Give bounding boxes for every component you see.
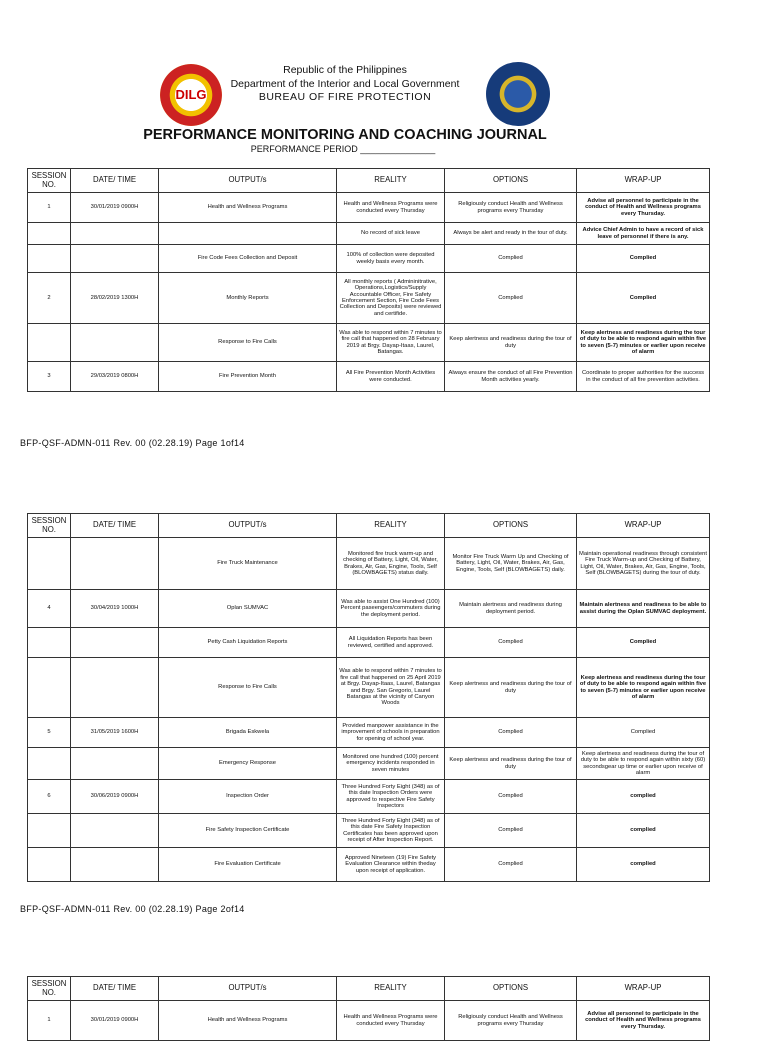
header-department: Department of the Interior and Local Government bbox=[230, 78, 460, 90]
header-wrap-up: WRAP-UP bbox=[577, 169, 710, 193]
cell-output: Fire Prevention Month bbox=[159, 362, 337, 392]
cell-wrap-up: Complied bbox=[577, 273, 710, 324]
table-header-row bbox=[28, 514, 710, 538]
cell-session-no bbox=[28, 324, 71, 362]
cell-options: Keep alertness and readiness during the tour of duty bbox=[445, 658, 577, 718]
table-row bbox=[28, 748, 710, 780]
dilg-logo-text: DILG bbox=[175, 87, 207, 102]
table-row bbox=[28, 718, 710, 748]
table-header-row bbox=[28, 977, 710, 1001]
cell-session-no bbox=[28, 814, 71, 848]
cell-date-time bbox=[71, 848, 159, 882]
journal-title: PERFORMANCE MONITORING AND COACHING JOURNAL bbox=[143, 127, 547, 143]
cell-wrap-up: Keep alertness and readiness during the tour of duty to be able to respond again within sixty (60) secondsgear up time or earlier upon receive of alarm bbox=[577, 748, 710, 780]
cell-date-time: 30/06/2019 0900H bbox=[71, 780, 159, 814]
header-republic: Republic of the Philippines bbox=[283, 64, 407, 76]
cell-session-no bbox=[28, 245, 71, 273]
cell-date-time: 29/03/2019 0800H bbox=[71, 362, 159, 392]
header-output: OUTPUT/s bbox=[159, 514, 337, 538]
cell-date-time bbox=[71, 223, 159, 245]
table-row bbox=[28, 223, 710, 245]
header-options: OPTIONS bbox=[445, 169, 577, 193]
cell-options: Complied bbox=[445, 848, 577, 882]
cell-options: Always be alert and ready in the tour of duty. bbox=[445, 223, 577, 245]
cell-output: Response to Fire Calls bbox=[159, 324, 337, 362]
cell-options: Monitor Fire Truck Warm Up and Checking of Battery, Light, Oil, Water, Brakes, Air, Gas, Engine, Tools, Self (BLOWBAGETS) daily. bbox=[445, 538, 577, 590]
cell-date-time bbox=[71, 324, 159, 362]
cell-reality: Was able to respond within 7 minutes to fire call that happened on 25 April 2019 at Brgy. Dayap-Itaas, Laurel, Batangas and Brgy. San Gregorio, Laurel Batangas at the vicinity of Canyon Woods bbox=[337, 658, 445, 718]
cell-reality: Was able to respond within 7 minutes to fire call that happened on 28 February 2019 at Brgy. Dayap-Itaas, Laurel, Batangas. bbox=[337, 324, 445, 362]
table-row bbox=[28, 324, 710, 362]
cell-wrap-up: Advise all personnel to participate in the conduct of Health and Wellness programs every Thursday. bbox=[577, 193, 710, 223]
cell-session-no bbox=[28, 748, 71, 780]
cell-session-no: 6 bbox=[28, 780, 71, 814]
cell-options: Maintain alertness and readiness during deployment period. bbox=[445, 590, 577, 628]
cell-output: Brigada Eskwela bbox=[159, 718, 337, 748]
header-session-no: SESSION NO. bbox=[28, 977, 71, 1001]
cell-wrap-up: Complied bbox=[577, 718, 710, 748]
cell-output: Emergency Response bbox=[159, 748, 337, 780]
header-output: OUTPUT/s bbox=[159, 169, 337, 193]
cell-options: Complied bbox=[445, 273, 577, 324]
cell-options: Complied bbox=[445, 780, 577, 814]
cell-output: Health and Wellness Programs bbox=[159, 1001, 337, 1041]
journal-table-page2 bbox=[27, 513, 710, 882]
cell-session-no: 3 bbox=[28, 362, 71, 392]
header-reality: REALITY bbox=[337, 977, 445, 1001]
cell-options: Always ensure the conduct of all Fire Prevention Month activities yearly. bbox=[445, 362, 577, 392]
cell-wrap-up: Maintain alertness and readiness to be able to assist during the Oplan SUMVAC deployment. bbox=[577, 590, 710, 628]
cell-wrap-up: Keep alertness and readiness during the tour of duty to be able to respond again within five to seven (5-7) minutes or earlier upon receive of alarm bbox=[577, 324, 710, 362]
cell-output: Fire Truck Maintenance bbox=[159, 538, 337, 590]
table-row bbox=[28, 273, 710, 324]
table-header-row bbox=[28, 169, 710, 193]
form-code-page2: BFP-QSF-ADMN-011 Rev. 00 (02.28.19) Page 2of14 bbox=[20, 904, 245, 914]
cell-options: Complied bbox=[445, 628, 577, 658]
cell-session-no: 2 bbox=[28, 273, 71, 324]
cell-options: Keep alertness and readiness during the tour of duty bbox=[445, 748, 577, 780]
cell-wrap-up: Complied bbox=[577, 628, 710, 658]
cell-options: Complied bbox=[445, 245, 577, 273]
cell-reality: All Liquidation Reports has been reviewed, certified and approved. bbox=[337, 628, 445, 658]
table-row bbox=[28, 193, 710, 223]
cell-date-time bbox=[71, 538, 159, 590]
cell-reality: Monitored one hundred (100) percent emergency incidents responded in seven minutes bbox=[337, 748, 445, 780]
cell-options: Religiously conduct Health and Wellness programs every Thursday bbox=[445, 1001, 577, 1041]
cell-output bbox=[159, 223, 337, 245]
cell-reality: Three Hundred Forty Eight (348) as of this date Fire Safety Inspection Certificates has been approved upon receipt of After Inspection Report. bbox=[337, 814, 445, 848]
cell-date-time: 28/02/2019 1300H bbox=[71, 273, 159, 324]
cell-options: Complied bbox=[445, 718, 577, 748]
cell-session-no bbox=[28, 848, 71, 882]
header-bureau: BUREAU OF FIRE PROTECTION bbox=[258, 91, 432, 103]
cell-options: Religiously conduct Health and Wellness programs every Thursday bbox=[445, 193, 577, 223]
cell-wrap-up: Complied bbox=[577, 245, 710, 273]
cell-wrap-up: Keep alertness and readiness during the tour of duty to be able to respond again within five to seven (5-7) minutes or earlier upon receive of alarm bbox=[577, 658, 710, 718]
cell-reality: Was able to assist One Hundred (100) Percent paseengers/commuters during the deployment period. bbox=[337, 590, 445, 628]
cell-wrap-up: Maintain operational readiness through consistent Fire Truck Warm-up and Checking of Battery, Light, Oil, Water, Brakes, Air, Gas, Engine, Tools, Self (BLOWBAGETS) during the tour of duty. bbox=[577, 538, 710, 590]
cell-options: Complied bbox=[445, 814, 577, 848]
cell-date-time: 30/01/2019 0900H bbox=[71, 193, 159, 223]
cell-wrap-up: complied bbox=[577, 848, 710, 882]
cell-reality: No record of sick leave bbox=[337, 223, 445, 245]
cell-reality: Health and Wellness Programs were conducted every Thursday bbox=[337, 1001, 445, 1041]
cell-output: Monthly Reports bbox=[159, 273, 337, 324]
table-row bbox=[28, 780, 710, 814]
cell-wrap-up: complied bbox=[577, 780, 710, 814]
cell-output: Fire Safety Inspection Certificate bbox=[159, 814, 337, 848]
table-row bbox=[28, 590, 710, 628]
cell-date-time: 30/04/2019 1000H bbox=[71, 590, 159, 628]
cell-output: Response to Fire Calls bbox=[159, 658, 337, 718]
cell-reality: Approved Nineteen (19) Fire Safety Evaluation Clearance within theday upon receipt of application. bbox=[337, 848, 445, 882]
header-output: OUTPUT/s bbox=[159, 977, 337, 1001]
table-row bbox=[28, 1001, 710, 1041]
table-row bbox=[28, 814, 710, 848]
cell-output: Fire Code Fees Collection and Deposit bbox=[159, 245, 337, 273]
form-code-page1: BFP-QSF-ADMN-011 Rev. 00 (02.28.19) Page 1of14 bbox=[20, 438, 245, 448]
cell-session-no: 1 bbox=[28, 1001, 71, 1041]
cell-date-time: 30/01/2019 0900H bbox=[71, 1001, 159, 1041]
cell-session-no bbox=[28, 658, 71, 718]
cell-wrap-up: Coordinate to proper authorities for the success in the conduct of all fire prevention activities. bbox=[577, 362, 710, 392]
cell-reality: All Fire Prevention Month Activities were conducted. bbox=[337, 362, 445, 392]
cell-session-no: 1 bbox=[28, 193, 71, 223]
cell-session-no: 5 bbox=[28, 718, 71, 748]
header-session-no: SESSION NO. bbox=[28, 169, 71, 193]
cell-session-no bbox=[28, 628, 71, 658]
cell-session-no bbox=[28, 538, 71, 590]
cell-wrap-up: Advice Chief Admin to have a record of sick leave of personnel if there is any. bbox=[577, 223, 710, 245]
header-options: OPTIONS bbox=[445, 977, 577, 1001]
header-reality: REALITY bbox=[337, 169, 445, 193]
cell-output: Inspection Order bbox=[159, 780, 337, 814]
cell-session-no: 4 bbox=[28, 590, 71, 628]
header-date-time: DATE/ TIME bbox=[71, 514, 159, 538]
header-wrap-up: WRAP-UP bbox=[577, 977, 710, 1001]
header-session-no: SESSION NO. bbox=[28, 514, 71, 538]
cell-reality: Health and Wellness Programs were conducted every Thursday bbox=[337, 193, 445, 223]
cell-output: Fire Evaluation Certificate bbox=[159, 848, 337, 882]
table-row bbox=[28, 362, 710, 392]
table-row bbox=[28, 658, 710, 718]
cell-date-time bbox=[71, 748, 159, 780]
cell-date-time bbox=[71, 814, 159, 848]
cell-date-time bbox=[71, 658, 159, 718]
header-options: OPTIONS bbox=[445, 514, 577, 538]
cell-output: Petty Cash Liquidation Reports bbox=[159, 628, 337, 658]
header-date-time: DATE/ TIME bbox=[71, 169, 159, 193]
header-reality: REALITY bbox=[337, 514, 445, 538]
header-wrap-up: WRAP-UP bbox=[577, 514, 710, 538]
cell-date-time bbox=[71, 628, 159, 658]
table-row bbox=[28, 538, 710, 590]
cell-wrap-up: complied bbox=[577, 814, 710, 848]
cell-session-no bbox=[28, 223, 71, 245]
performance-period: PERFORMANCE PERIOD _______________ bbox=[250, 144, 436, 154]
cell-output: Health and Wellness Programs bbox=[159, 193, 337, 223]
cell-reality: Monitored fire truck warm-up and checking of Battery, Light, Oil, Water, Brakes, Air, Gas, Engine, Tools, Self (BLOWBAGETS) status daily. bbox=[337, 538, 445, 590]
header-date-time: DATE/ TIME bbox=[71, 977, 159, 1001]
cell-reality: All monthly reports ( Admininitrative, Operations,Logistics/Supply Accountable Officer, Fire Safety Enforcement Section, Fire Code Fees Collection and Deposits) were reviewed and certifide. bbox=[337, 273, 445, 324]
cell-date-time: 31/05/2019 1600H bbox=[71, 718, 159, 748]
table-row bbox=[28, 245, 710, 273]
cell-wrap-up: Advise all personnel to participate in the conduct of Health and Wellness programs every Thursday. bbox=[577, 1001, 710, 1041]
cell-reality: Provided manpower assistance in the improvement of schools in preparation for opening of school year. bbox=[337, 718, 445, 748]
cell-date-time bbox=[71, 245, 159, 273]
journal-table-page3 bbox=[27, 976, 710, 1041]
cell-reality: 100% of collection were deposited weekly basis every month. bbox=[337, 245, 445, 273]
cell-reality: Three Hundred Forty Eight (348) as of this date Inspection Orders were approved to respective Fire Safety Inspectors bbox=[337, 780, 445, 814]
table-row bbox=[28, 628, 710, 658]
table-row bbox=[28, 848, 710, 882]
cell-output: Oplan SUMVAC bbox=[159, 590, 337, 628]
cell-options: Keep alertness and readiness during the tour of duty bbox=[445, 324, 577, 362]
journal-table-page1 bbox=[27, 168, 710, 392]
